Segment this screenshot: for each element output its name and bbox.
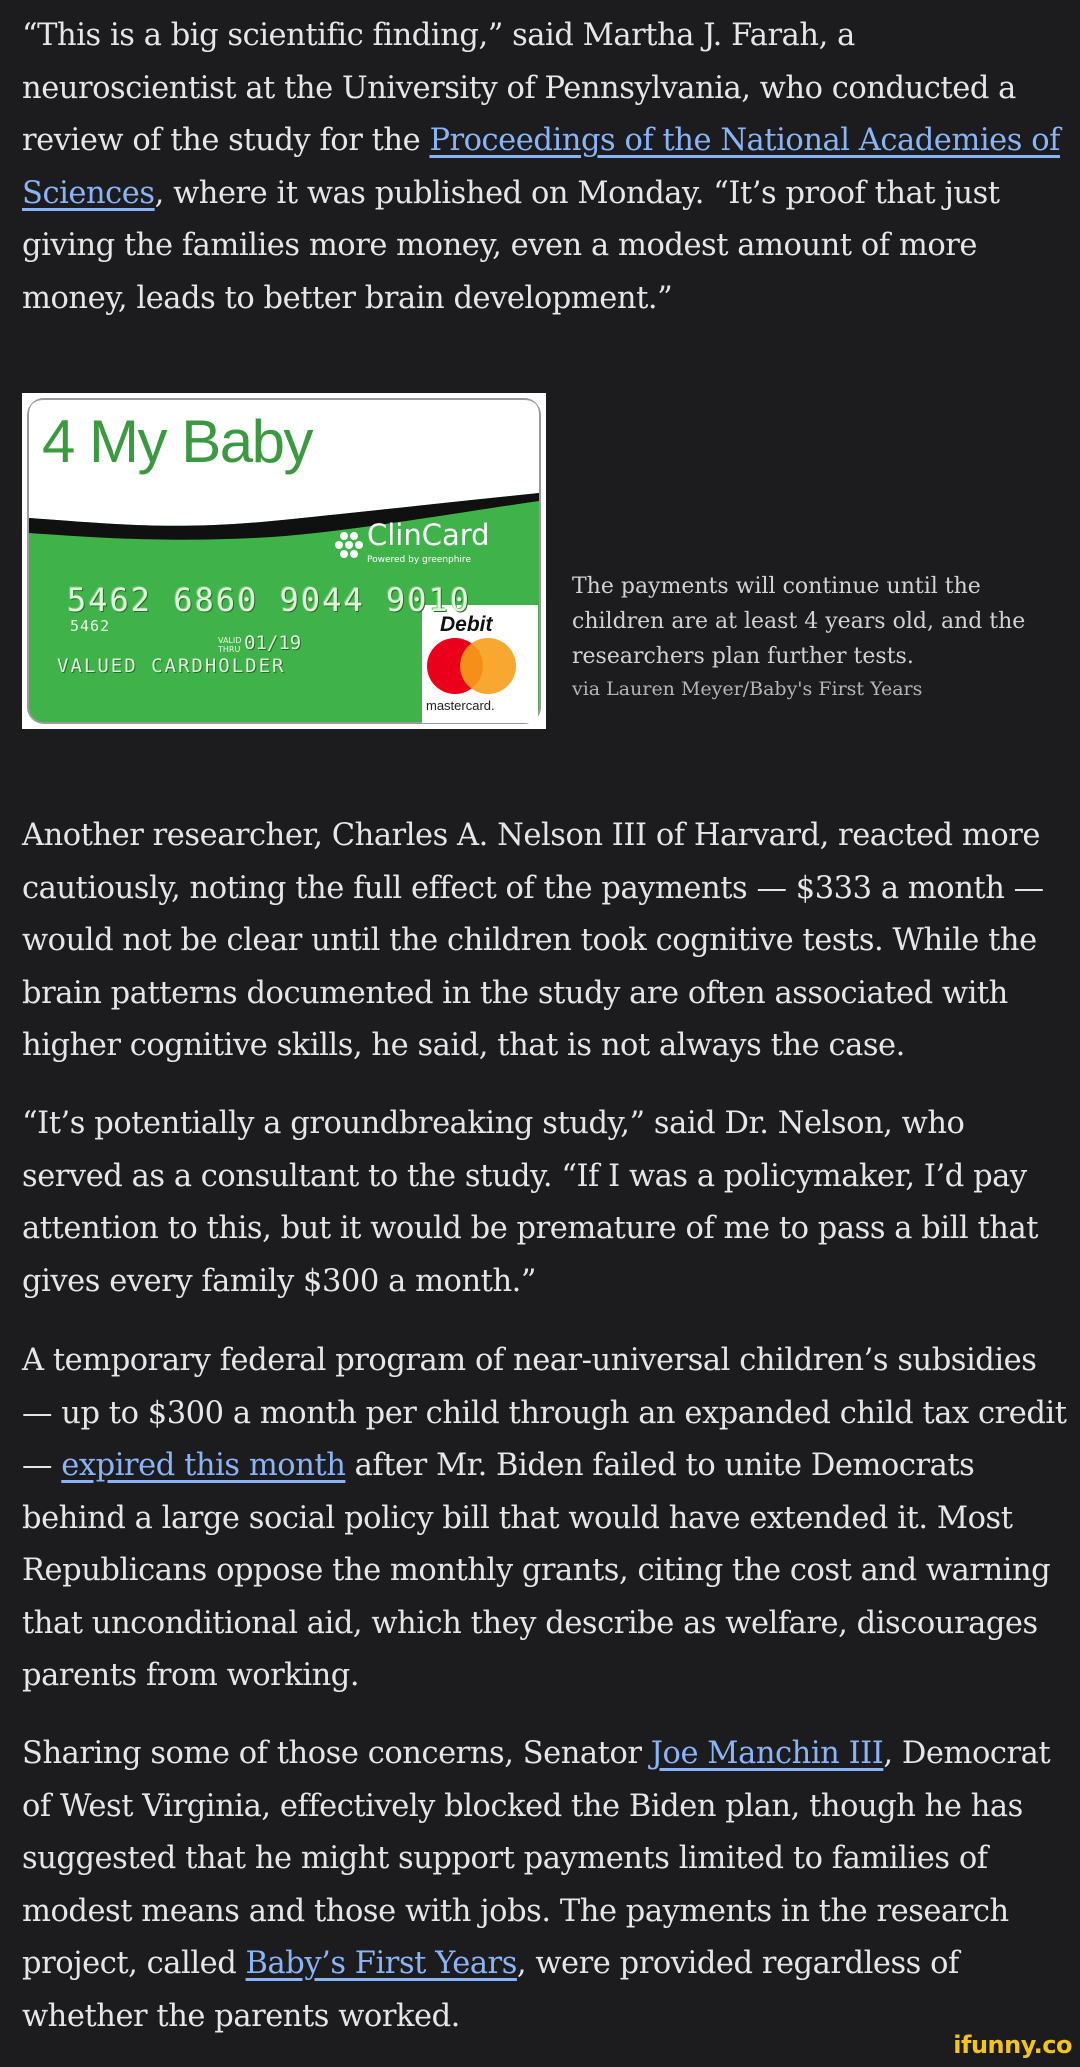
card-image bbox=[22, 393, 546, 729]
paragraph-manchin bbox=[22, 1728, 1072, 2043]
babys-first-years-link[interactable]: Baby’s First Years bbox=[245, 1946, 517, 1981]
figure bbox=[22, 393, 1062, 729]
debit-label: Debit bbox=[440, 613, 493, 636]
text-run: , where it was published on Monday. “It’s proof that just giving the families more money, even a modest amount of more money, leads to better brain development.” bbox=[22, 175, 1000, 316]
valid-label-line2: THRU bbox=[218, 645, 241, 654]
card-title: 4 My Baby bbox=[42, 408, 312, 475]
joe-manchin-link[interactable]: Joe Manchin III bbox=[650, 1736, 884, 1771]
card-number: 5462 6860 9044 9010 bbox=[67, 581, 472, 619]
valid-thru-date: 01/19 bbox=[244, 632, 302, 654]
valid-label-line1: VALID bbox=[218, 636, 242, 645]
text-run: , Democrat of West Virginia, effectively blocked the Biden plan, though he has suggested that he might support payments limited to families of modest means and those with jobs. The payments in the research project, called bbox=[22, 1736, 1051, 1981]
text-run: A temporary federal program of near-universal children’s subsidies — up to $300 a month per child through an expanded child tax credit — bbox=[22, 1343, 1067, 1483]
figure-caption bbox=[572, 569, 1042, 704]
caption-text: The payments will continue until the children are at least 4 years old, and the researchers plan further tests. bbox=[572, 574, 1026, 669]
paragraph-nelson-quote: “It’s potentially a groundbreaking study,” said Dr. Nelson, who served as a consultant to the study. “If I was a policymaker, I’d pay attention to this, but it would be premature of me to pass a bill that gives every family $300 a month.” bbox=[22, 1106, 1039, 1299]
text-run: “This is a big scientific finding,” said Martha J. Farah, a neuroscientist at the University of Pennsylvania, who conducted a review of the study for the bbox=[22, 18, 1016, 158]
ifunny-watermark: ifunny.co bbox=[953, 2031, 1072, 2059]
photo-credit: via Lauren Meyer/Baby's First Years bbox=[572, 678, 923, 700]
text-run: , were provided regardless of whether the parents worked. bbox=[22, 1946, 959, 2034]
mc-orange-circle bbox=[460, 638, 516, 694]
valid-thru-label bbox=[218, 636, 241, 654]
paragraph-federal-program bbox=[22, 1335, 1072, 1703]
powered-by: Powered by greenphire bbox=[367, 555, 471, 565]
pnas-link[interactable]: Proceedings of the National Academies of Sciences bbox=[22, 123, 1060, 211]
paragraph-nelson: Another researcher, Charles A. Nelson III of Harvard, reacted more cautiously, noting the full effect of the payments — $333 a month — would not be clear until the children took cognitive tests. While the brain patterns documented in the study are often associated with higher cognitive skills, he said, that is not always the case. bbox=[22, 818, 1044, 1063]
text-run: Sharing some of those concerns, Senator bbox=[22, 1736, 651, 1771]
expired-this-month-link[interactable]: expired this month bbox=[61, 1448, 346, 1483]
card-prefix: 5462 bbox=[70, 617, 111, 635]
paragraph-farah-quote bbox=[22, 10, 1072, 325]
mastercard-wordmark: mastercard. bbox=[426, 698, 495, 713]
clincard-brand: ClinCard bbox=[367, 518, 490, 552]
cardholder-name: VALUED CARDHOLDER bbox=[57, 655, 286, 677]
text-run: after Mr. Biden failed to unite Democrats behind a large social policy bill that would have extended it. Most Republicans oppose the monthly grants, citing the cost and warning that unconditional aid, which they describe as welfare, discourages parents from working. bbox=[22, 1448, 1051, 1693]
